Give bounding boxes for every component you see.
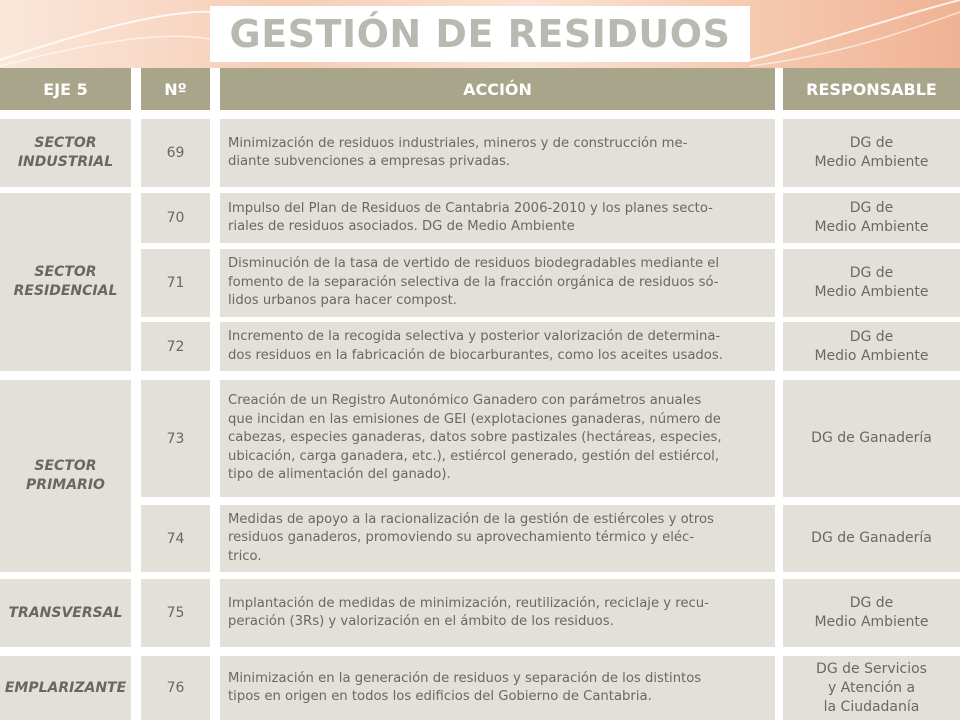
sector-label: SECTOR RESIDENCIAL bbox=[13, 264, 118, 299]
sector-cell bbox=[0, 380, 131, 572]
row-number-value: 70 bbox=[166, 210, 185, 226]
row-number-value: 72 bbox=[166, 338, 185, 355]
row-number-value: 75 bbox=[166, 605, 185, 621]
row-number-value: 71 bbox=[166, 275, 185, 291]
row-number-value: 73 bbox=[166, 430, 185, 447]
sector-cell bbox=[0, 119, 131, 187]
sector-cell bbox=[0, 579, 131, 647]
responsable-cell bbox=[783, 322, 960, 371]
header-num-label: Nº bbox=[164, 79, 187, 99]
sector-cell bbox=[0, 193, 131, 371]
row-number bbox=[141, 193, 210, 243]
sector-cell bbox=[0, 656, 131, 720]
action-cell bbox=[220, 380, 775, 497]
responsable-cell bbox=[783, 193, 960, 243]
responsable-cell bbox=[783, 249, 960, 317]
row-number bbox=[141, 656, 210, 720]
responsable-text: DG de Ganadería bbox=[811, 430, 932, 446]
row-number bbox=[141, 579, 210, 647]
row-number bbox=[141, 505, 210, 572]
row-number bbox=[141, 249, 210, 317]
sector-label: SECTOR PRIMARIO bbox=[26, 458, 105, 493]
row-number-value: 69 bbox=[166, 145, 185, 161]
header-num bbox=[141, 68, 210, 110]
action-text: Impulso del Plan de Residuos de Cantabria 2006-2010 y los planes secto- riales de residuos asociados. DG de Medio Ambiente bbox=[228, 200, 713, 234]
action-text: Minimización de residuos industriales, mineros y de construcción me- diante subvenciones a empresas privadas. bbox=[228, 135, 688, 169]
action-cell bbox=[220, 249, 775, 317]
responsable-cell bbox=[783, 119, 960, 187]
action-cell bbox=[220, 119, 775, 187]
action-text: Minimización en la generación de residuos y separación de los distintos tipos en origen en todos los edificios del Gobierno de Cantabria. bbox=[228, 670, 702, 704]
row-number bbox=[141, 322, 210, 371]
sector-label: SECTOR INDUSTRIAL bbox=[17, 135, 114, 170]
responsable-cell bbox=[783, 579, 960, 647]
header-responsable bbox=[783, 68, 960, 110]
header-eje-label: EJE 5 bbox=[43, 79, 88, 99]
header-eje bbox=[0, 68, 131, 110]
responsable-cell bbox=[783, 505, 960, 572]
header-accion bbox=[220, 68, 775, 110]
action-text: Incremento de la recogida selectiva y posterior valorización de determina- dos residuos en la fabricación de biocarburantes, como los aceites usados. bbox=[228, 329, 723, 363]
action-text: Medidas de apoyo a la racionalización de la gestión de estiércoles y otros residuos ganaderos, promoviendo su aprovechamiento térmico y eléc- trico. bbox=[228, 511, 714, 564]
responsable-text: DG de Medio Ambiente bbox=[814, 135, 929, 170]
responsable-text: DG de Medio Ambiente bbox=[814, 200, 929, 235]
responsable-cell bbox=[783, 656, 960, 720]
action-cell bbox=[220, 505, 775, 572]
responsable-cell bbox=[783, 380, 960, 497]
responsable-text: DG de Medio Ambiente bbox=[814, 328, 929, 364]
sector-label: TRANSVERSAL bbox=[8, 604, 123, 621]
action-cell bbox=[220, 656, 775, 720]
action-cell bbox=[220, 579, 775, 647]
responsable-text: DG de Medio Ambiente bbox=[814, 265, 929, 300]
row-number-value: 74 bbox=[166, 530, 185, 547]
action-text: Implantación de medidas de minimización, reutilización, reciclaje y recu- peración (3Rs) y valorización en el ámbito de los residuos. bbox=[228, 595, 709, 629]
responsable-text: DG de Servicios y Atención a la Ciudadanía bbox=[816, 660, 927, 715]
responsable-text: DG de Medio Ambiente bbox=[814, 595, 929, 630]
page-title: GESTIÓN DE RESIDUOS bbox=[229, 12, 731, 56]
sector-label: EMPLARIZANTE bbox=[4, 679, 127, 696]
header-accion-label: ACCIÓN bbox=[463, 79, 532, 99]
action-cell bbox=[220, 193, 775, 243]
action-text: Creación de un Registro Autonómico Ganadero con parámetros anuales que incidan en las emisiones de GEI (explotaciones ganaderas, número de cabezas, especies ganaderas, datos sobre pastizales (hectáreas, especies, ubicación, carga ganadera, etc.), estiércol generado, gestión del estiércol, tipo de alimentación del ganado). bbox=[228, 393, 722, 483]
row-number-value: 76 bbox=[166, 680, 185, 696]
action-cell bbox=[220, 322, 775, 371]
action-text: Disminución de la tasa de vertido de residuos biodegradables mediante el fomento de la separación selectiva de la fracción orgánica de residuos só- lidos urbanos para hacer compost. bbox=[228, 256, 720, 309]
row-number bbox=[141, 119, 210, 187]
header-responsable-label: RESPONSABLE bbox=[806, 79, 937, 99]
row-number bbox=[141, 380, 210, 497]
responsable-text: DG de Ganadería bbox=[811, 530, 932, 546]
